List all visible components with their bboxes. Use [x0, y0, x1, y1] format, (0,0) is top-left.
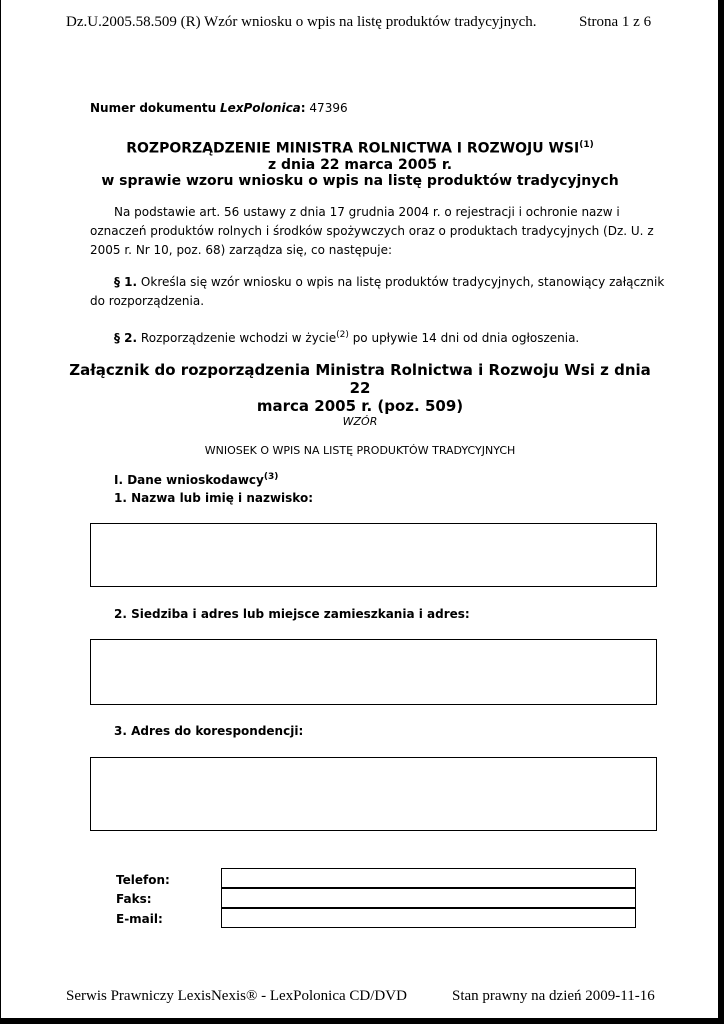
paragraph-1-label: § 1. [114, 275, 138, 289]
field-correspondence-label: 3. Adres do korespondencji: [114, 724, 304, 738]
header-title: Dz.U.2005.58.509 (R) Wzór wniosku o wpis na listę produktów tradycyjnych. [66, 14, 537, 30]
page-bottom-border [0, 1018, 724, 1024]
document-number-value: 47396 [309, 101, 348, 115]
regulation-title-text: ROZPORZĄDZENIE MINISTRA ROLNICTWA I ROZWOJU WSI [126, 140, 580, 157]
annex-heading [60, 361, 660, 415]
footnote-ref-3[interactable]: (3) [263, 472, 279, 482]
regulation-date: z dnia 22 marca 2005 r. [267, 156, 453, 173]
field-address-box[interactable] [90, 639, 657, 705]
fax-field[interactable] [221, 888, 636, 908]
wzor-label: WZÓR [342, 415, 378, 428]
footnote-ref-1[interactable]: (1) [579, 140, 594, 150]
field-correspondence-box[interactable] [90, 757, 657, 831]
document-number-colon: : [300, 101, 306, 115]
regulation-title [60, 137, 660, 189]
annex-heading-line2: marca 2005 r. (poz. 509) [256, 397, 464, 415]
paragraph-2-label: § 2. [114, 331, 138, 345]
regulation-subject: w sprawie wzoru wniosku o wpis na listę produktów tradycyjnych [101, 172, 619, 189]
intro-paragraph: Na podstawie art. 56 ustawy z dnia 17 grudnia 2004 r. o rejestracji i ochronie nazw i oznaczeń produktów rolnych i środków spożywczych oraz o produktach tradycyjnych (Dz. U. z 2005 r. Nr 10, poz. 68) zarządza się, co następuje: [90, 205, 654, 257]
email-field[interactable] [221, 908, 636, 928]
paragraph-1 [90, 273, 665, 311]
phone-field[interactable] [221, 868, 636, 888]
annex-heading-line1: Załącznik do rozporządzenia Ministra Rolnictwa i Rozwoju Wsi z dnia 22 [69, 361, 651, 397]
form-title: WNIOSEK O WPIS NA LISTĘ PRODUKTÓW TRADYCYJNYCH [204, 444, 516, 457]
regulation-title-line1 [60, 137, 660, 157]
field-address-label: 2. Siedziba i adres lub miejsce zamieszkania i adres: [114, 607, 470, 621]
paragraph-2-text-after: po upływie 14 dni od dnia ogłoszenia. [352, 331, 580, 345]
field-name-label: 1. Nazwa lub imię i nazwisko: [114, 491, 314, 505]
email-label: E-mail: [116, 912, 163, 926]
header-page-number: Strona 1 z 6 [579, 14, 652, 30]
paragraph-2-text: Rozporządzenie wchodzi w życie [140, 331, 337, 345]
page-left-border [0, 0, 1, 1024]
footnote-ref-2[interactable]: (2) [336, 330, 349, 340]
page-right-border [718, 0, 724, 1024]
footer-source: Serwis Prawniczy LexisNexis® - LexPolonica CD/DVD [66, 988, 407, 1004]
footer-legal-status: Stan prawny na dzień 2009-11-16 [452, 988, 655, 1004]
section-applicant-heading [114, 472, 278, 487]
lexpolonica-brand: LexPolonica [219, 101, 301, 115]
document-number [90, 101, 348, 115]
document-number-label: Numer dokumentu [90, 101, 217, 115]
section-applicant-heading-text: I. Dane wnioskodawcy [114, 473, 264, 487]
paragraph-2 [90, 326, 665, 348]
paragraph-1-text: Określa się wzór wniosku o wpis na listę produktów tradycyjnych, stanowiący załącznik do rozporządzenia. [90, 275, 665, 308]
field-name-box[interactable] [90, 523, 657, 587]
phone-label: Telefon: [116, 873, 170, 887]
fax-label: Faks: [116, 892, 152, 906]
